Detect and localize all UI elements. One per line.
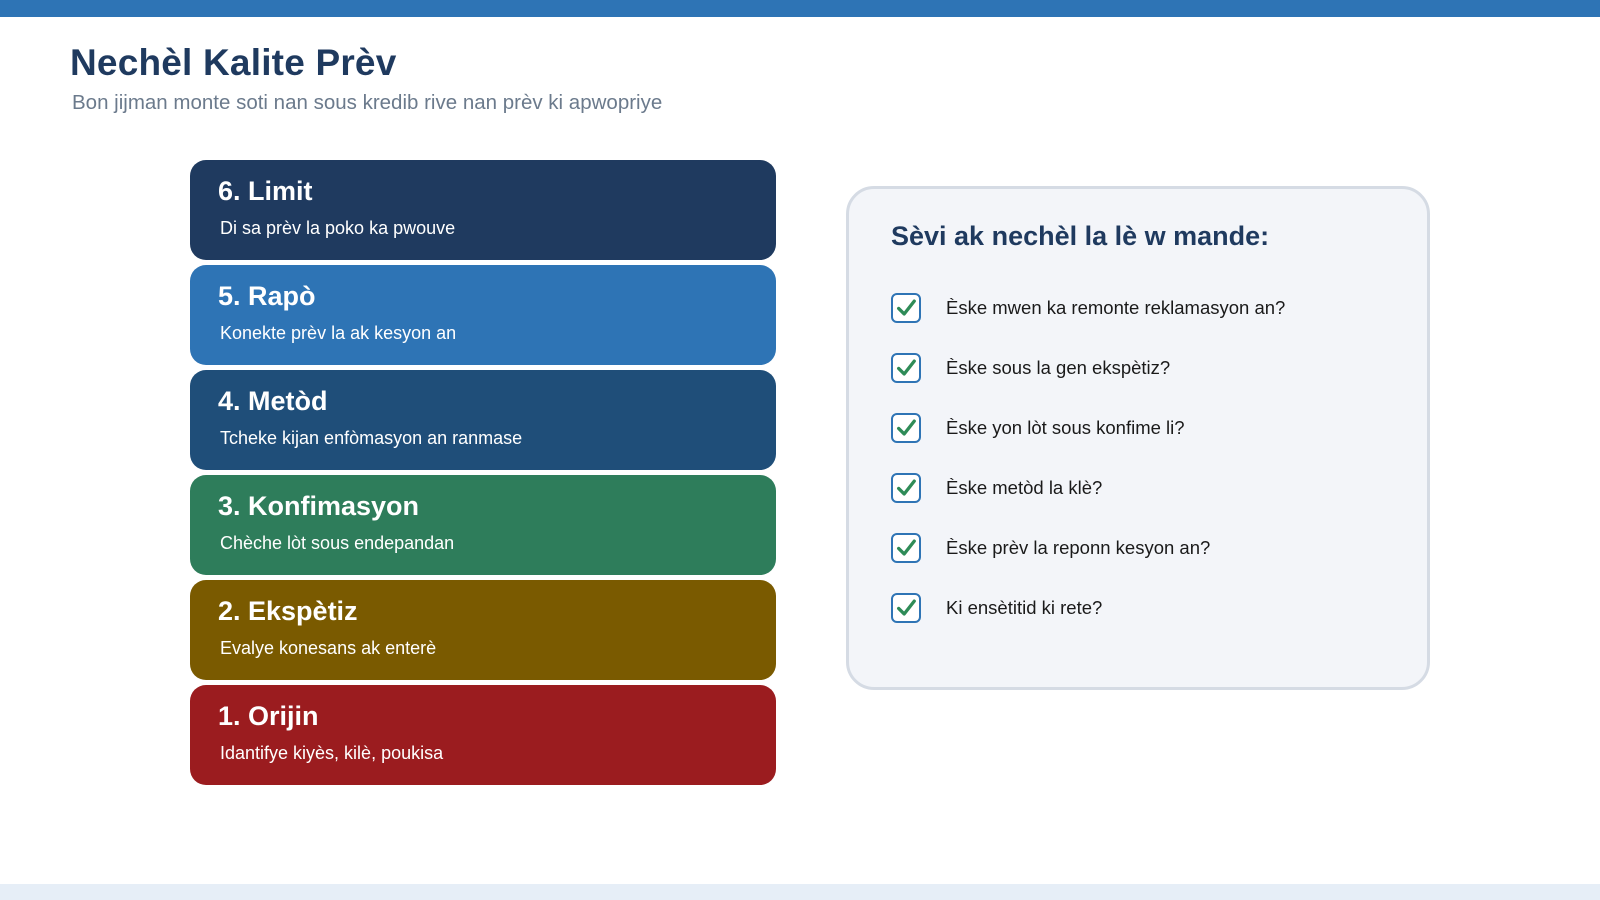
checklist-item [891,278,1427,338]
checklist-item [891,398,1427,458]
checkbox-checked-icon [891,413,921,443]
ladder-level-expertise [190,580,776,680]
ladder-level-origin [190,685,776,785]
ladder-level-title: 5. Rapò [218,281,316,311]
ladder-level-title: 6. Limit [218,176,313,206]
checklist-item [891,458,1427,518]
checkbox-checked-icon [891,473,921,503]
page-title: Nechèl Kalite Prèv [70,42,397,83]
checklist-item [891,518,1427,578]
checklist-item-label: Èske prèv la reponn kesyon an? [946,537,1211,558]
checkbox-checked-icon [891,593,921,623]
page-subtitle: Bon jijman monte soti nan sous kredib rive nan prèv ki apwopriye [72,91,663,114]
checkbox-checked-icon [891,293,921,323]
checklist-item-label: Èske metòd la klè? [946,477,1103,498]
ladder-level-confirmation [190,475,776,575]
ladder-level-description: Di sa prèv la poko ka pwouve [220,218,456,238]
checklist-item-label: Èske mwen ka remonte reklamasyon an? [946,297,1286,318]
ladder-level-method [190,370,776,470]
checklist-item-label: Ki ensètitid ki rete? [946,597,1103,618]
checklist-item-label: Èske sous la gen ekspètiz? [946,357,1171,378]
ladder-level-description: Tcheke kijan enfòmasyon an ranmase [220,428,523,448]
checklist-item-label: Èske yon lòt sous konfime li? [946,417,1185,438]
checkbox-checked-icon [891,353,921,383]
bottom-band [0,884,1600,900]
ladder-level-limit [190,160,776,260]
checkbox-checked-icon [891,533,921,563]
top-accent-bar [0,0,1600,17]
checklist [891,278,1427,638]
ladder-level-description: Idantifye kiyès, kilè, poukisa [220,743,444,763]
ladder-level-description: Evalye konesans ak enterè [220,638,437,658]
checklist-title: Sèvi ak nechèl la lè w mande: [891,221,1270,251]
ladder-level-relevance [190,265,776,365]
evidence-ladder [190,160,776,790]
checklist-item [891,338,1427,398]
ladder-level-title: 1. Orijin [218,701,319,731]
checklist-panel [846,186,1430,690]
ladder-level-description: Chèche lòt sous endepandan [220,533,455,553]
checklist-item [891,578,1427,638]
ladder-level-description: Konekte prèv la ak kesyon an [220,323,457,343]
ladder-level-title: 2. Ekspètiz [218,596,358,626]
ladder-level-title: 4. Metòd [218,386,328,416]
ladder-level-title: 3. Konfimasyon [218,491,420,521]
